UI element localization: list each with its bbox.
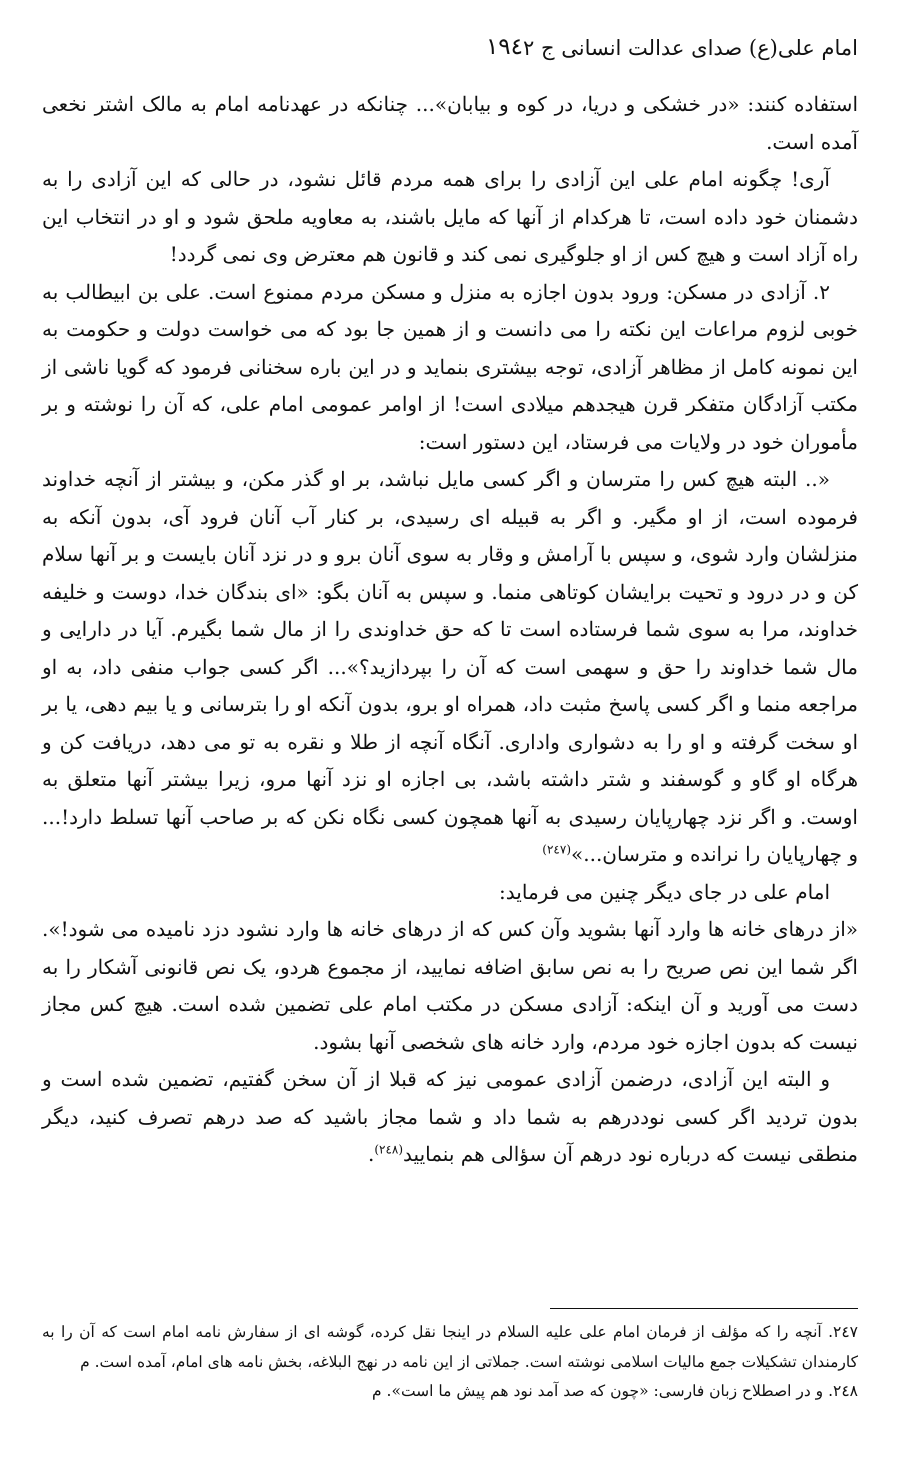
- footnote-248: ۲٤۸. و در اصطلاح زبان فارسی: «چون که صد آمد نود هم پیش ما است». م: [372, 1382, 858, 1400]
- footnote-divider: [550, 1308, 858, 1309]
- paragraph-7-text: و البته این آزادی، درضمن آزادی عمومی نیز که قبلا از آن سخن گفتیم، تضمین شده است و بدون تردید اگر کسی نوددرهم به شما داد و شما مجاز باشید که صد درهم تصرف کنید، دیگر منطقی نیست که درباره نود درهم آن سؤالی هم بنمایید: [42, 1067, 858, 1166]
- footnote-ref-248: (۲٤۸): [374, 1142, 404, 1157]
- paragraph-7: [42, 1061, 858, 1174]
- running-title: امام علی(ع) صدای عدالت انسانی ج ۲: [523, 36, 858, 60]
- footnotes: [42, 1318, 858, 1407]
- paragraph-1: استفاده کنند: «در خشکی و دریا، در کوه و بیابان»... چنانکه در عهدنامه امام به مالک اشتر نخعی آمده است.: [42, 92, 858, 154]
- paragraph-3: ۲. آزادی در مسکن: ورود بدون اجازه به منزل و مسکن مردم ممنوع است. علی بن ابیطالب به خوبی لزوم مراعات این نکته را می دانست و از همین جا بود که می خواست دولت و حکومت به این نمونه کامل از مظاهر آزادی، توجه بیشتری بنماید و در این باره سخنانی فرمود که گویا ناشی از مکتب آزادگان متفکر قرن هیجدهم میلادی است! از اوامر عمومی امام علی، که آن را نوشته و بر مأموران خود در ولایات می فرستاد، این دستور است:: [42, 279, 858, 454]
- footnote-ref-247: (۲٤۷): [542, 842, 571, 857]
- footnote-247: ۲٤۷. آنچه را که مؤلف از فرمان امام علی علیه السلام در اینجا نقل کرده، گوشه ای از سفارش نامه امام است که آن را به کارمندان تشکیلات جمع مالیات اسلامی نوشته است. جملاتی از این نامه در نهج البلاغه، بخش نامه های امام، آمده است. م: [42, 1323, 858, 1371]
- paragraph-5: امام علی در جای دیگر چنین می فرماید:: [499, 879, 830, 904]
- paragraph-6: «از درهای خانه ها وارد آنها بشوید وآن کس که از درهای خانه ها وارد نشود دزد نامیده می شود!». اگر شما این نص صریح را به نص سابق اضافه نمایید، از مجموع هردو، یک نص قانونی آشکار را به دست می آورید و آن اینکه: آزادی مسکن در مکتب امام علی تضمین شده است. هیچ کس مجاز نیست که بدون اجازه خود مردم، وارد خانه های شخصی آنها بشود.: [42, 917, 858, 1054]
- paragraph-2: آری! چگونه امام علی این آزادی را برای همه مردم قائل نشود، در حالی که این آزادی را به دشمنان خود داده است، تا هرکدام از آنها که مایل باشند، به معاویه ملحق شود و او در انتخاب این راه آزاد است و هیچ کس از او جلوگیری نمی کند و قانون هم معترض وی نمی گردد!: [42, 167, 858, 266]
- page-header: [42, 32, 858, 72]
- quote-text: «.. البته هیچ کس را مترسان و اگر کسی مایل نباشد، بر او گذر مکن، و بیشتر از آنچه خداوند فرموده است، از او مگیر. و اگر به قبیله ای رسیدی، بر کنار آب آنان فرود آی، بدون آنکه به منزلشان وارد شوی، و سپس با آرامش و وقار به سوی آنان برو و در نزد آنان بایست و بر آنها سلام کن و در درود و تحیت برایشان کوتاهی منما. و سپس به آنان بگو: «ای بندگان خدا، دوست و خلیفه خداوند، مرا به سوی شما فرستاده است تا که حق خداوندی را از مال شما بگیرم. آیا در دارایی و مال شما خداوند را حق و سهمی است که آن را بپردازید؟»... اگر کسی جواب منفی داد، به او مراجعه منما و اگر کسی پاسخ مثبت داد، همراه او برو، بدون آنکه او را بترسانی و یا بیم دهی، یا بر او سخت گرفته و او را به دشواری واداری. آنگاه آنچه از طلا و نقره به تو می دهد، دریافت کن و هرگاه او گاو و گوسفند و شتر داشته باشد، بی اجازه او نزد آنها مرو، زیرا بیشتر آنها متعلق به اوست. و اگر نزد چهارپایان رسیدی به آنها همچون کسی نگاه نکن که بر صاحب آنها تسلط دارد!... و چهارپایان را نرانده و مترسان...»: [42, 467, 859, 866]
- paragraph-7-end: .: [367, 1142, 375, 1166]
- page-number: ۱۹٤: [485, 34, 523, 60]
- paragraph-4-quote: [42, 461, 858, 874]
- main-text: [42, 86, 858, 1174]
